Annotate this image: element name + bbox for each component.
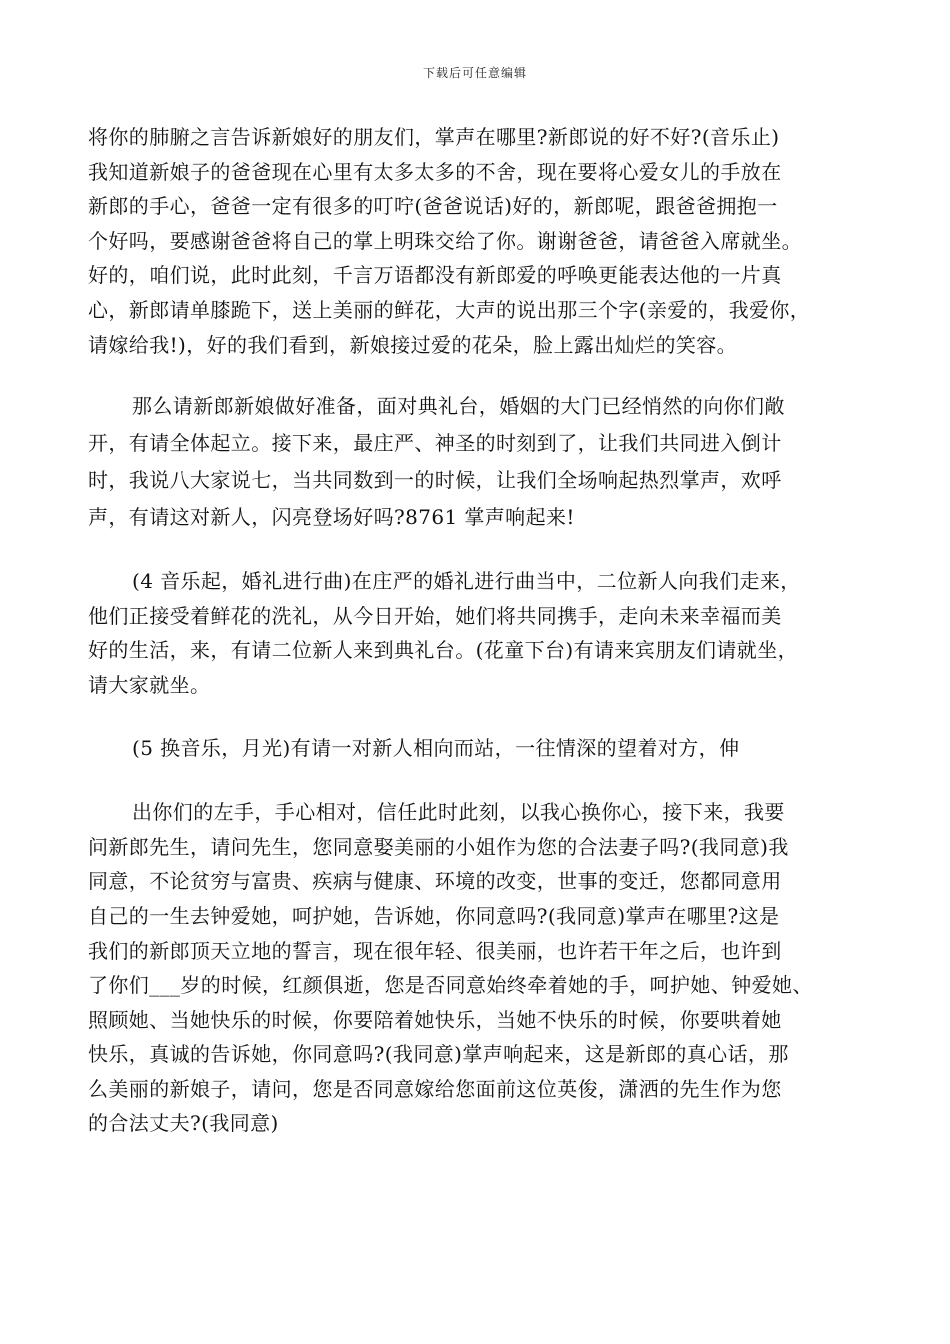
text-line: 的合法丈夫?(我同意) — [88, 1111, 279, 1136]
paragraph-3 — [88, 564, 878, 702]
text-line: 开，有请全体起立。接下来，最庄严、神圣的时刻到了，让我们共同进入倒计 — [88, 431, 782, 456]
text-line: 好的，咱们说，此时此刻，千言万语都没有新郎爱的呼唤更能表达他的一片真 — [88, 263, 782, 288]
text-line: 了你们___岁的时候，红颜俱逝，您是否同意始终牵着她的手，呵护她、钟爱她、 — [88, 973, 813, 998]
text-line: 自己的一生去钟爱她，呵护她，告诉她，你同意吗?(我同意)掌声在哪里?这是 — [88, 903, 780, 928]
text-line: 将你的肺腑之言告诉新娘好的朋友们，掌声在哪里?新郎说的好不好?(音乐止) — [88, 125, 780, 149]
text-line: (5 换音乐，月光)有请一对新人相向而站，一往情深的望着对方，伸 — [132, 735, 740, 760]
paragraph-1 — [88, 120, 878, 362]
text-line: 同意，不论贫穷与富贵、疾病与健康、环境的改变，世事的变迁，您都同意用 — [88, 869, 782, 894]
text-line: 那么请新郎新娘做好准备，面对典礼台，婚姻的大门已经悄然的向你们敞 — [132, 394, 785, 419]
text-line: 时，我说八大家说七，当共同数到一的时候，让我们全场响起热烈掌声，欢呼 — [88, 468, 782, 493]
text-line: 新郎的手心，爸爸一定有很多的叮咛(爸爸说话)好的，新郎呢，跟爸爸拥抱一 — [88, 194, 778, 219]
document-body — [88, 120, 878, 1171]
text-line: 问新郎先生，请问先生，您同意娶美丽的小姐作为您的合法妻子吗?(我同意)我 — [88, 834, 789, 859]
text-line: 他们正接受着鲜花的洗礼，从今日开始，她们将共同携手，走向未来幸福而美 — [88, 603, 782, 628]
text-line: 请嫁给我!)，好的我们看到，新娘接过爱的花朵，脸上露出灿烂的笑容。 — [88, 332, 738, 357]
text-line: 快乐，真诚的告诉她，你同意吗?(我同意)掌声响起来，这是新郎的真心话，那 — [88, 1042, 789, 1067]
text-line: 照顾她、当她快乐的时候，你要陪着她快乐，当她不快乐的时候，你要哄着她 — [88, 1007, 782, 1032]
paragraph-2 — [88, 388, 878, 536]
page-header: 下载后可任意编辑 — [422, 66, 527, 80]
paragraph-5 — [88, 795, 878, 1141]
text-line: (4 音乐起，婚礼进行曲)在庄严的婚礼进行曲当中，二位新人向我们走来， — [132, 569, 801, 594]
text-line: 请大家就坐。 — [88, 672, 211, 697]
paragraph-4 — [88, 731, 878, 766]
text-line: 心，新郎请单膝跪下，送上美丽的鲜花，大声的说出那三个字(亲爱的，我爱你， — [88, 297, 811, 322]
text-line: 出你们的左手，手心相对，信任此时此刻，以我心换你心，接下来，我要 — [132, 800, 785, 825]
text-line: 好的生活，来，有请二位新人来到典礼台。(花童下台)有请来宾朋友们请就坐， — [88, 638, 799, 663]
text-line: 个好吗，要感谢爸爸将自己的掌上明珠交给了你。谢谢爸爸，请爸爸入席就坐。 — [88, 228, 802, 253]
text-line: 么美丽的新娘子，请问，您是否同意嫁给您面前这位英俊，潇洒的先生作为您 — [88, 1076, 782, 1101]
text-line: 我们的新郎顶天立地的誓言，现在很年轻、很美丽，也许若干年之后，也许到 — [88, 938, 782, 963]
text-line: 我知道新娘子的爸爸现在心里有太多太多的不舍，现在要将心爱女儿的手放在 — [88, 159, 782, 184]
text-line: 声，有请这对新人，闪亮登场好吗?8761 掌声响起来! — [88, 505, 575, 530]
